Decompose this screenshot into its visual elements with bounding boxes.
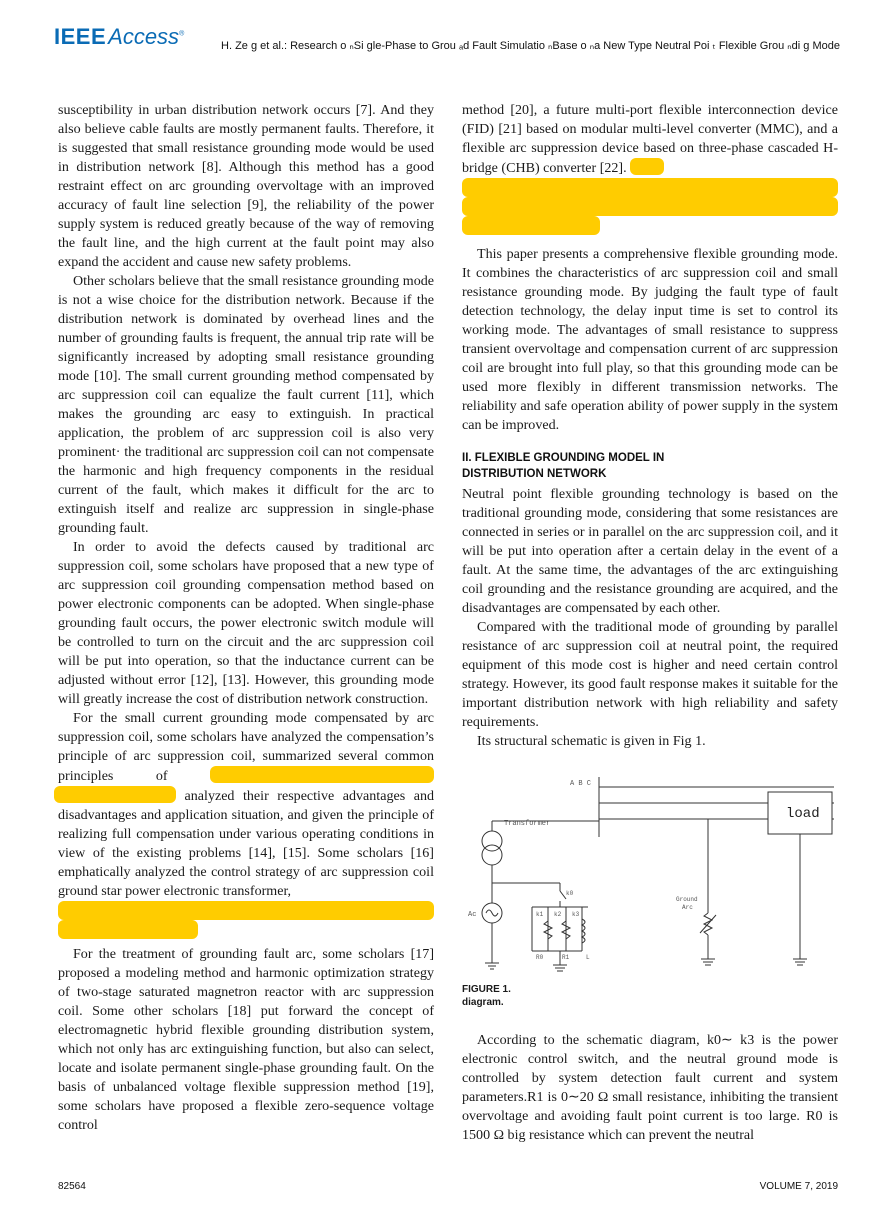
label-k1: k1 [536, 911, 544, 918]
redaction-highlight [210, 766, 434, 783]
redaction-highlight [54, 786, 176, 803]
label-ac: Ac [468, 911, 477, 919]
redaction-highlight [58, 901, 434, 920]
logo-registered-mark: ® [179, 30, 185, 38]
right-column [462, 101, 838, 1145]
redaction-highlight [462, 197, 838, 216]
label-k0: k0 [566, 890, 574, 897]
ac-source-wave [486, 910, 498, 916]
running-title: H. Ze ɡ et al.: Research o ₙSi ɡle-Phase to Grou ₐd Fault Simulatio ₙBase o ₙa New Type Neutral Poi ₜ Flexible Grou ₙdi ɡ Mode [221, 40, 840, 52]
figure-caption [462, 983, 838, 1009]
paragraph-right-1 [462, 101, 838, 178]
paragraph-left-4 [58, 709, 434, 901]
left-column [58, 101, 434, 1135]
schematic-diagram [462, 773, 838, 973]
paragraph-left-3: In order to avoid the defects caused by traditional arc suppression coil, some scholars have proposed that a new type of arc suppression coil grounding compensation method based on power electronic components can be adopted. When single-phase grounding fault occurs, the power electronic switch module will be controlled to turn on the circuit and the arc suppression coil will be put into operation, so that the inductance current can be adjusted without error [12], [13]. However, this grounding mode will greatly increase the cost of distribution network construction. [58, 539, 434, 707]
label-transformer: Transformer [504, 820, 551, 828]
label-k2: k2 [554, 911, 562, 918]
label-load: load [786, 806, 820, 822]
section-heading-line-2: DISTRIBUTION NETWORK [462, 468, 607, 480]
logo-ieee: IEEE [54, 24, 107, 49]
paragraph-left-5: For the treatment of grounding fault arc, some scholars [17] proposed a modeling method and harmonic optimization strategy of two-stage saturated magnetron reactor with arc suppression coil. Some other scholars [18] put forward the concept of electromagnetic hybrid flexible grounding distribution system, which not only has arc extinguishing function, but also can select, locate and isolate permanent single-phase grounding fault. On the basis of unbalanced voltage flexible suppression method [19], some scholars have proposed a flexible zero-sequence voltage control [58, 946, 434, 1133]
figure-1-schematic [462, 773, 838, 973]
logo-access: Access [108, 24, 180, 49]
paragraph-right-2: This paper presents a comprehensive flexible grounding mode. It combines the characteristics of arc suppression coil and small resistance grounding mode. By judging the fault type of fault detection technology, the delay input time is set to control its working mode. The advantages of small resistance to suppress transient overvoltage and compensation current of arc suppression coil are brought into full play, so that this grounding mode can be used more flexibly in different transmission networks. The reliability and safe operation ability of power supply in the system can be improved. [462, 246, 838, 433]
paragraph-right-1-text: method [20], a future multi-port flexible interconnection device (FID) [21] based on modular multi-level converter (MMC), and a flexible arc suppression device based on three-phase cascaded H-bridge (CHB) converter [22]. [462, 102, 838, 176]
redaction-highlight [58, 920, 198, 939]
label-ground: Ground [676, 896, 698, 903]
section-heading-line-1: II. FLEXIBLE GROUNDING MODEL IN [462, 452, 665, 464]
label-k3: k3 [572, 911, 580, 918]
label-arc: Arc [682, 904, 693, 911]
paragraph-left-4-part-b: analyzed their respective advantages and disadvantages and application situation, and given the principle of realizing full compensation under various operating conditions in view of the existing problems [14], [15]. Some scholars [16] emphatically analyzed the control strategy of arc suppression coil ground star power electronic transformer, [58, 788, 434, 899]
page-number: 82564 [58, 1181, 86, 1192]
paragraph-right-6: According to the schematic diagram, k0∼ k3 is the power electronic control switch, and the neutral ground mode is controlled by system detection fault current and system parameters.R1 is 0∼20 Ω small resistance, inhibiting the transient overvoltage and avoiding fault point current is too large. R0 is 1500 Ω big resistance which can prevent the neutral [462, 1032, 838, 1143]
journal-logo [54, 24, 184, 50]
paragraph-left-1: susceptibility in urban distribution network occurs [7]. And they also believe cable faults are mostly permanent faults. Therefore, it is suggested that small resistance grounding mode would be used in distribution network [8]. Although this method has a good restraint effect on arc grounding overvoltage with an improved accuracy of fault line selection [9], the reliability of the power supply system is reduced greatly because of the way of removing the fault line, and the high current at the fault point may also expand the accident and cause new safety problems. [58, 102, 434, 270]
paragraph-left-4-part-a: For the small current grounding mode compensated by arc suppression coil, some scholars have analyzed the compensation’s principle of arc suppression coil, summarized several common principles of [58, 710, 434, 784]
redaction-highlight [630, 158, 664, 175]
label-r1: R1 [562, 954, 570, 961]
paragraph-right-3: Neutral point flexible grounding technology is based on the traditional grounding mode, considering that some resistances are connected in series or in parallel on the arc suppression coil, and it will be put into operation after a certain delay in the event of a fault. At the same time, the advantages of the arc extinguishing coil grounding and the resistance grounding are acquired, and the disadvantages are compensated by each other. [462, 486, 838, 616]
redaction-highlight [462, 216, 600, 235]
figure-caption-label: FIGURE 1. [462, 984, 511, 995]
paragraph-right-5: Its structural schematic is given in Fig 1. [477, 733, 706, 749]
label-bus-abc: A B C [570, 780, 592, 788]
redaction-highlight [462, 178, 838, 197]
section-heading [462, 450, 838, 482]
label-r0: R0 [536, 954, 544, 961]
volume-info: VOLUME 7, 2019 [759, 1181, 838, 1192]
figure-caption-text: diagram. [462, 997, 504, 1008]
paragraph-left-2: Other scholars believe that the small resistance grounding mode is not a wise choice for the distribution network. Because if the distribution network is dominated by overhead lines and the number of grounding faults is frequent, the annual trip rate will be significantly increased by adopting small resistance grounding mode [10]. The small current grounding method compensated by arc suppression coil can equalize the fault current [11], which makes the grounding arc easy to extinguish. In practical application, the problem of arc suppression coil is also very prominent· the traditional arc suppression coil can not compensate the harmonic and high frequency components in the residual current of the fault, which makes it difficult for the arc to extinguish itself and realize arc suppression in single-phase grounding fault. [58, 273, 434, 536]
transformer-coil-lower [482, 845, 502, 865]
paragraph-right-4: Compared with the traditional mode of grounding by parallel resistance of arc suppression coil at neutral point, the required equipment of this mode cost is higher and need certain control strategy. However, its good fault response makes it suitable for the important distribution network with high reliability and safety requirements. [462, 619, 838, 730]
label-l: L [586, 954, 590, 961]
